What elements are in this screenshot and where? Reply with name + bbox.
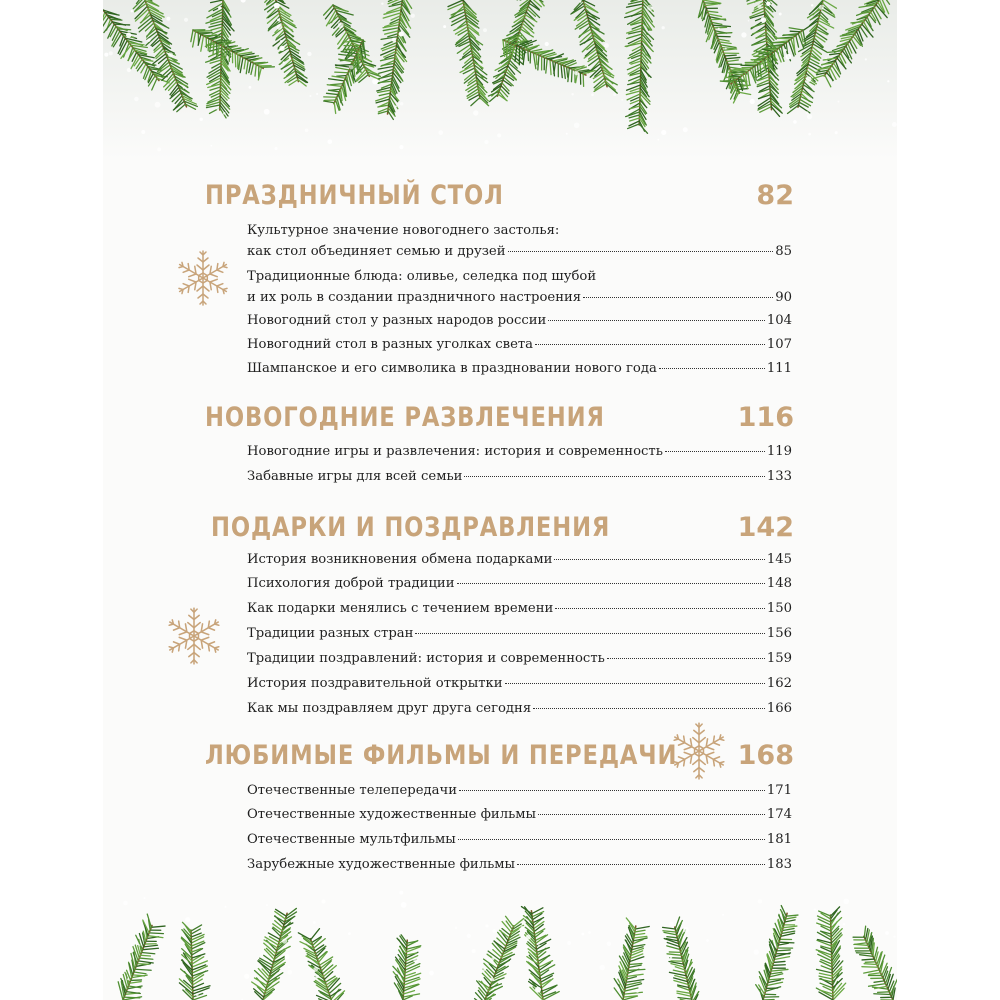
dot-leader xyxy=(533,707,765,709)
entry-page-number: 145 xyxy=(766,552,792,567)
toc-entry[interactable] xyxy=(247,573,792,594)
entry-page-number: 85 xyxy=(775,244,792,259)
toc-entry[interactable] xyxy=(247,334,792,355)
toc-entry[interactable] xyxy=(247,441,792,462)
entry-text: Культурное значение новогоднего застолья: xyxy=(247,223,560,238)
snowflake-icon xyxy=(668,720,730,782)
toc-entry[interactable] xyxy=(247,673,792,694)
toc-entry[interactable] xyxy=(247,698,792,719)
dot-leader xyxy=(665,450,765,452)
toc-entry[interactable] xyxy=(247,598,792,619)
entry-page-number: 162 xyxy=(766,676,792,691)
dot-leader xyxy=(554,558,764,560)
toc-entry[interactable] xyxy=(247,310,792,331)
entry-page-number: 148 xyxy=(766,576,792,591)
entry-page-number: 181 xyxy=(766,832,792,847)
dot-leader xyxy=(508,250,774,252)
entry-text: Традиции разных стран xyxy=(247,626,414,641)
entry-text: Отечественные мультфильмы xyxy=(247,832,456,847)
entry-page-number: 183 xyxy=(766,857,792,872)
toc-entry[interactable] xyxy=(247,266,792,308)
entry-page-number: 111 xyxy=(766,361,792,376)
toc-entry[interactable] xyxy=(247,466,792,487)
entry-text: Как мы поздравляем друг друга сегодня xyxy=(247,701,532,716)
entry-text: Новогодние игры и развлечения: история и современность xyxy=(247,444,663,459)
toc-entry[interactable] xyxy=(247,854,792,875)
toc-entry[interactable] xyxy=(247,358,792,379)
dot-leader xyxy=(517,863,765,865)
section-page-number: 82 xyxy=(756,180,794,211)
entry-page-number: 159 xyxy=(766,651,792,666)
entry-text: Психология доброй традиции xyxy=(247,576,455,591)
dot-leader xyxy=(538,813,765,815)
snowflake-icon xyxy=(163,605,225,667)
entry-page-number: 150 xyxy=(766,601,792,616)
entry-text: и их роль в создании праздничного настроения xyxy=(247,290,582,305)
section-title[interactable]: ПОДАРКИ И ПОЗДРАВЛЕНИЯ xyxy=(211,512,611,543)
entry-text: Отечественные художественные фильмы xyxy=(247,807,537,822)
toc-entry[interactable] xyxy=(247,623,792,644)
fir-garland-bottom xyxy=(103,890,897,1000)
dot-leader xyxy=(459,789,765,791)
dot-leader xyxy=(535,343,765,345)
section-title[interactable]: ПРАЗДНИЧНЫЙ СТОЛ xyxy=(205,180,504,211)
toc-entry[interactable] xyxy=(247,220,792,262)
entry-page-number: 156 xyxy=(766,626,792,641)
dot-leader xyxy=(583,296,773,298)
section-title[interactable]: ЛЮБИМЫЕ ФИЛЬМЫ И ПЕРЕДАЧИ xyxy=(205,740,678,771)
dot-leader xyxy=(415,632,764,634)
section-page-number: 142 xyxy=(737,512,794,543)
entry-text: Новогодний стол в разных уголках света xyxy=(247,337,534,352)
toc-entry[interactable] xyxy=(247,648,792,669)
toc-entry[interactable] xyxy=(247,804,792,825)
entry-text: Традиции поздравлений: история и современность xyxy=(247,651,605,666)
entry-page-number: 166 xyxy=(766,701,792,716)
toc-page xyxy=(103,0,897,1000)
dot-leader xyxy=(457,582,765,584)
dot-leader xyxy=(458,838,765,840)
entry-text: Как подарки менялись с течением времени xyxy=(247,601,554,616)
entry-text: Зарубежные художественные фильмы xyxy=(247,857,516,872)
entry-page-number: 133 xyxy=(766,469,792,484)
dot-leader xyxy=(464,475,764,477)
dot-leader xyxy=(548,319,765,321)
snowflake-icon xyxy=(173,248,233,308)
dot-leader xyxy=(607,657,765,659)
fir-garland-top xyxy=(103,0,897,160)
entry-text: Забавные игры для всей семьи xyxy=(247,469,463,484)
entry-text: Новогодний стол у разных народов россии xyxy=(247,313,547,328)
entry-page-number: 90 xyxy=(775,290,792,305)
entry-text: История поздравительной открытки xyxy=(247,676,503,691)
section-page-number: 116 xyxy=(737,402,794,433)
section-page-number: 168 xyxy=(737,740,794,771)
toc-entry[interactable] xyxy=(247,549,792,570)
dot-leader xyxy=(555,607,765,609)
toc-entry[interactable] xyxy=(247,780,792,801)
entry-page-number: 107 xyxy=(766,337,792,352)
entry-page-number: 171 xyxy=(766,783,792,798)
dot-leader xyxy=(659,367,765,369)
entry-page-number: 174 xyxy=(766,807,792,822)
entry-text: как стол объединяет семью и друзей xyxy=(247,244,506,259)
entry-page-number: 119 xyxy=(766,444,792,459)
toc-entry[interactable] xyxy=(247,829,792,850)
entry-text: Традиционные блюда: оливье, селедка под шубой xyxy=(247,269,597,284)
entry-text: Отечественные телепередачи xyxy=(247,783,458,798)
entry-page-number: 104 xyxy=(766,313,792,328)
entry-text: Шампанское и его символика в праздновании нового года xyxy=(247,361,657,376)
dot-leader xyxy=(505,682,765,684)
section-title[interactable]: НОВОГОДНИЕ РАЗВЛЕЧЕНИЯ xyxy=(205,402,605,433)
entry-text: История возникновения обмена подарками xyxy=(247,552,553,567)
